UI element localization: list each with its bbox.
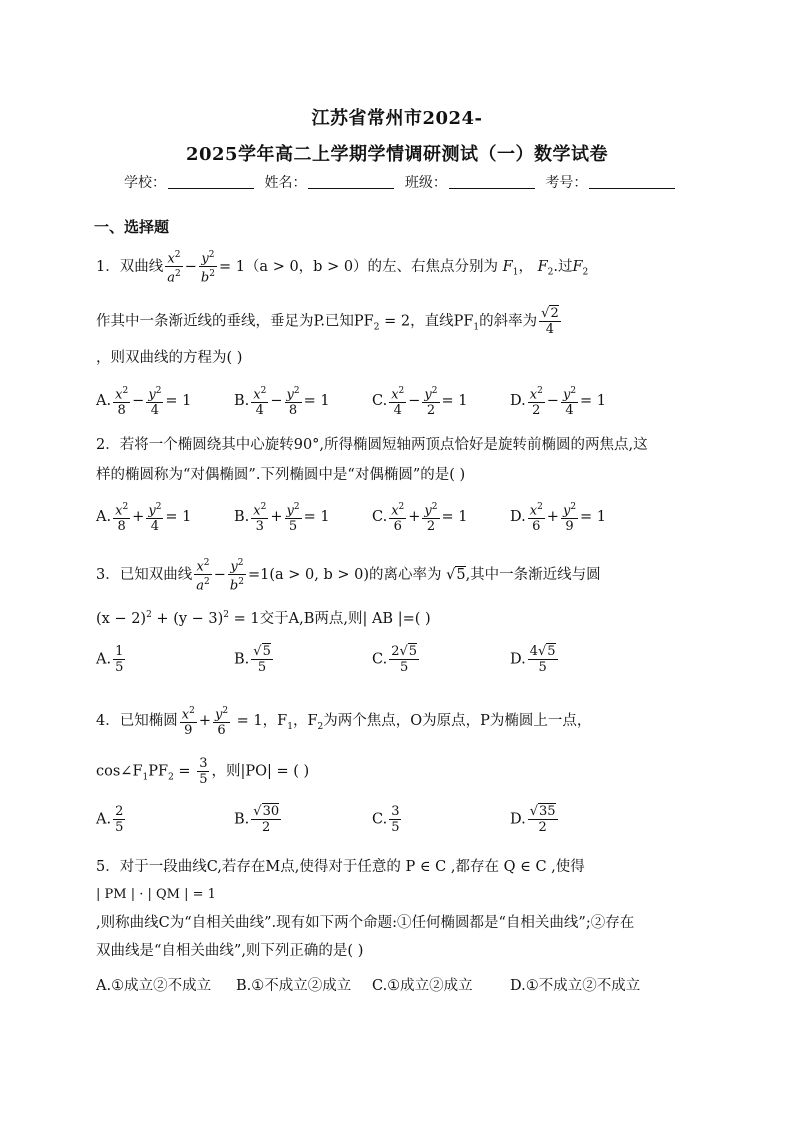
q4-option-c[interactable]: C. $\frac{3}{5}$ <box>372 804 400 835</box>
q1-line2: 作其中一条渐近线的垂线，垂足为P.已知$PF_2 = 2$，直线$PF_1$的斜率为 $\frac{√2}{4}$ <box>96 306 559 337</box>
q5-line4: 双曲线是“自相关曲线”,则下列正确的是( ) <box>96 943 364 959</box>
q1-line3: ，则双曲线的方程为( ) <box>96 350 243 366</box>
q1-option-c[interactable]: C. $\frac{x^2}{4}$ − $\frac{y^2}{2}$ = 1 <box>372 386 468 419</box>
name-label: 姓名： <box>264 175 307 191</box>
exam-title-line2: 2025学年高二上学期学情调研测试（一）数学试卷 <box>185 144 609 165</box>
q5-line1: 5．对于一段曲线C,若存在M点,使得对于任意的 P ∈ C ,都存在 Q ∈ C ,使得 <box>96 859 585 875</box>
q3-option-c[interactable]: C. $\frac{2√5}{5}$ <box>372 644 418 675</box>
q5-option-a[interactable]: A.①成立②不成立 <box>96 978 212 994</box>
q4-option-b[interactable]: B. $\frac{√30}{2}$ <box>234 804 280 835</box>
q3-option-b[interactable]: B. $\frac{√5}{5}$ <box>234 644 271 675</box>
q1-option-b[interactable]: B. $\frac{x^2}{4}$ − $\frac{y^2}{8}$ = 1 <box>234 386 330 419</box>
q5-option-d[interactable]: D.①不成立②不成立 <box>510 978 641 994</box>
class-label: 班级： <box>404 175 447 191</box>
q3-line2: $(x - 2)^2 + (y - 3)^2 = 1$交于A,B两点,则| AB |=( ) <box>96 610 431 627</box>
q4-line1: 4．已知椭圆 $\frac{x^2}{9}$ + $\frac{y^2}{6}$ = 1，$F_1$，$F_2$为两个焦点，O为原点，P为椭圆上一点， <box>96 706 592 739</box>
q2-option-a[interactable]: A. $\frac{x^2}{8}$ + $\frac{y^2}{4}$ = 1 <box>96 502 192 535</box>
q4-line2: $\cos\angle F_1PF_2$ = $\frac{3}{5}$ ，则|PO| = ( ) <box>96 756 310 787</box>
q2-option-b[interactable]: B. $\frac{x^2}{3}$ + $\frac{y^2}{5}$ = 1 <box>234 502 330 535</box>
class-blank[interactable] <box>449 174 535 189</box>
exam-no-blank[interactable] <box>589 174 675 189</box>
school-label: 学校： <box>124 175 166 191</box>
section-title: 一、选择题 <box>94 218 170 236</box>
q3-option-d[interactable]: D. $\frac{4√5}{5}$ <box>510 644 556 675</box>
student-info-line <box>124 172 681 192</box>
name-blank[interactable] <box>308 174 394 189</box>
q2-option-c[interactable]: C. $\frac{x^2}{6}$ + $\frac{y^2}{2}$ = 1 <box>372 502 468 535</box>
q1-line1: 1．双曲线 $\frac{x^2}{a^2}$ − $\frac{y^2}{b^2}$ = 1（a > 0，b > 0）的左、右焦点分别为 $F_1$， $F_2$.过$F_2$ <box>96 250 589 286</box>
q1-option-d[interactable]: D. $\frac{x^2}{2}$ − $\frac{y^2}{4}$ = 1 <box>510 386 607 419</box>
q4-option-a[interactable]: A. $\frac{2}{5}$ <box>96 804 124 835</box>
q2-option-d[interactable]: D. $\frac{x^2}{6}$ + $\frac{y^2}{9}$ = 1 <box>510 502 607 535</box>
q3-line1: 3．已知双曲线 $\frac{x^2}{a^2}$ − $\frac{y^2}{b^2}$ =1(a > 0, b > 0)的离心率为 √5,其中一条渐近线与圆 <box>96 558 601 594</box>
q5-line2: | PM | · | QM | = 1 <box>96 887 216 902</box>
exam-no-label: 考号： <box>545 175 588 191</box>
q2-line2: 样的椭圆称为“对偶椭圆”.下列椭圆中是“对偶椭圆”的是( ) <box>96 467 466 483</box>
q2-line1: 2．若将一个椭圆绕其中心旋转90°,所得椭圆短轴两顶点恰好是旋转前椭圆的两焦点,这 <box>96 437 648 453</box>
school-blank[interactable] <box>168 174 254 189</box>
q5-line3: ,则称曲线C为“自相关曲线”.现有如下两个命题:①任何椭圆都是“自相关曲线”;②存在 <box>96 915 635 931</box>
q5-option-c[interactable]: C.①成立②成立 <box>372 978 473 994</box>
q3-option-a[interactable]: A. $\frac{1}{5}$ <box>96 644 124 675</box>
q5-option-b[interactable]: B.①不成立②成立 <box>236 978 352 994</box>
exam-title-line1: 江苏省常州市2024- <box>311 108 483 129</box>
q1-option-a[interactable]: A. $\frac{x^2}{8}$ − $\frac{y^2}{4}$ = 1 <box>96 386 192 419</box>
q4-option-d[interactable]: D. $\frac{√35}{2}$ <box>510 804 556 835</box>
